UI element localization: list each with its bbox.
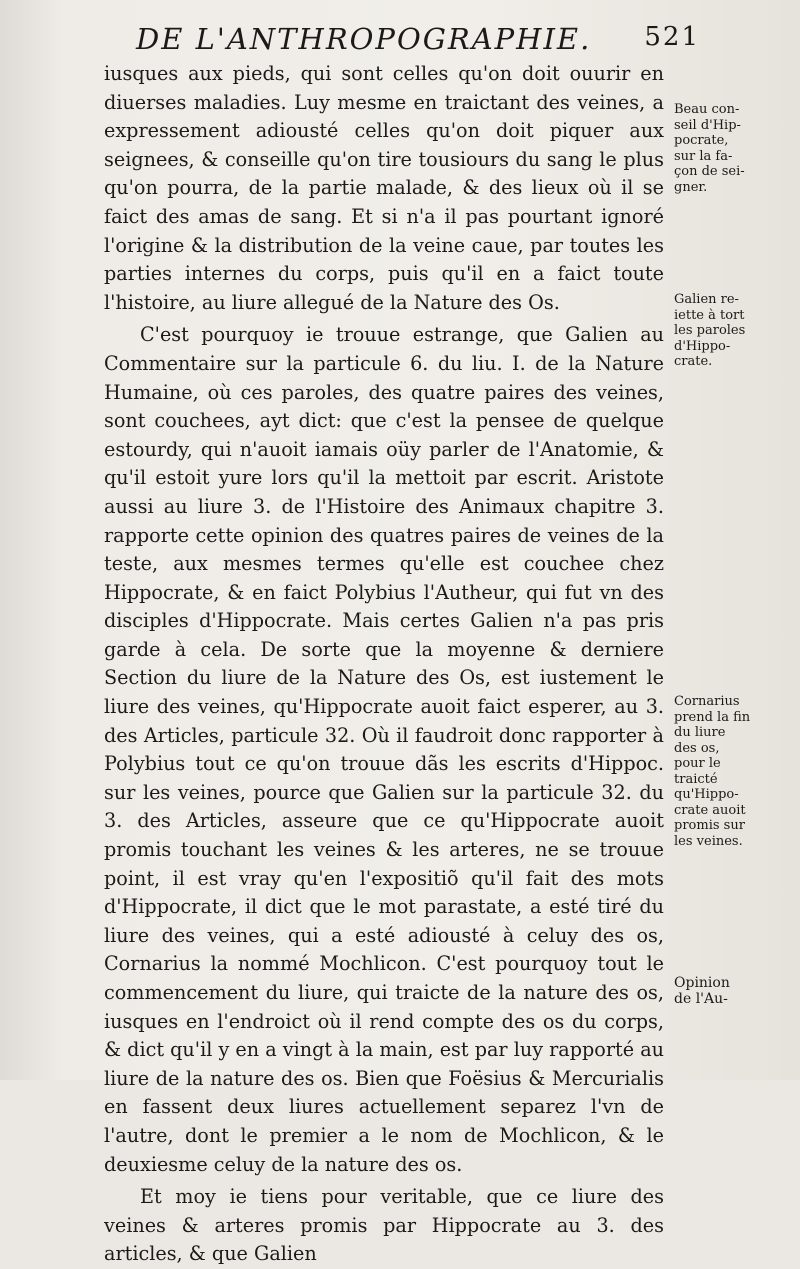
margin-line: Opinion: [674, 975, 730, 991]
margin-line: les veines.: [674, 833, 743, 849]
margin-line: de l'Au-: [674, 990, 728, 1007]
margin-line: crate auoit: [674, 802, 746, 818]
margin-line: des os,: [674, 740, 720, 756]
page-number: 521: [644, 22, 700, 52]
margin-line: promis sur: [674, 818, 745, 833]
margin-line: seil d'Hip-: [674, 117, 741, 133]
margin-line: du liure: [674, 725, 726, 740]
margin-line: gner.: [674, 179, 708, 195]
header-title: DE L'ANTHROPOGRAPHIE.: [136, 22, 592, 56]
margin-note-galien-reiette: [674, 292, 764, 370]
running-header: [136, 22, 700, 56]
margin-line: pocrate,: [674, 133, 729, 148]
margin-note-cornarius: [674, 694, 764, 849]
margin-line: Beau con-: [674, 102, 740, 117]
margin-line: traicté: [674, 771, 718, 787]
margin-line: prend la fin: [674, 709, 751, 725]
margin-line: Galien re-: [674, 292, 739, 307]
margin-line: qu'Hippo-: [674, 787, 739, 802]
margin-line: sur la fa-: [674, 148, 733, 164]
margin-line: iette à tort: [674, 307, 745, 323]
paragraph-3: Et moy ie tiens pour veritable, que ce liure des veines & arteres promis par Hippocrate au 3. des articles, & que Galien: [104, 1185, 664, 1266]
paragraph-2: C'est pourquoy ie trouue estrange, que Galien au Commentaire sur la particule 6. du liu. I. de la Nature Humaine, où ces paroles, des quatre paires des veines, sont couchees, ayt dict: que c'est la pensee de quelque estourdy, qui n'auoit iamais oüy parler de l'Anatomie, & qu'il estoit yure lors qu'il la mettoit par escrit. Aristote aussi au liure 3. de l'Histoire des Animaux chapitre 3. rapporte cette opinion des quatres paires de veines de la teste, aux mesmes termes qu'elle est couchee chez Hippocrate, & en faict Polybius l'Autheur, qui fut vn des disciples d'Hippocrate. Mais certes Galien n'a pas pris garde à cela. De sorte que la moyenne & derniere Section du liure de la Nature des Os, est iustement le liure des veines, qu'Hippocrate auoit faict esperer, au 3. des Articles, particule 32. Où il faudroit donc rapporter à Polybius tout ce qu'on trouue dãs les escrits d'Hippoc. sur les veines, pource que Galien sur la particule 32. du 3. des Articles, asseure que ce qu'Hippocrate auoit promis touchant les veines & les arteres, ne se trouue point, il est vray qu'en l'expositiõ qu'il fait des mots d'Hippocrate, il dict que le mot parastate, a esté tiré du liure des veines, qui a esté adiousté à celuy des os, Cornarius la nommé Mochlicon. C'est pourquoy tout le commencement du liure, qui traicte de la nature des os, iusques en l'endroict où il rend compte des os du corps, & dict qu'il y en a vingt à la main, est par luy rapporté au liure de la nature des os. Bien que Foësius & Mercurialis en fassent deux liures actuellement separez l'vn de l'autre, dont le premier a le nom de Mochlicon, & le deuxiesme celuy de la nature des os.: [104, 323, 664, 1176]
margin-line: les paroles: [674, 323, 746, 338]
margin-line: crate.: [674, 354, 713, 369]
margin-note-opinion: [674, 976, 764, 1007]
margin-note-beau-conseil: [674, 102, 764, 195]
margin-line: Cornarius: [674, 694, 740, 709]
main-text: [104, 60, 664, 1269]
margin-line: pour le: [674, 756, 721, 771]
paragraph-1: iusques aux pieds, qui sont celles qu'on doit ouurir en diuerses maladies. Luy mesme en traictant des veines, a expressement adiousté celles qu'on doit piquer aux seignees, & conseille qu'on tire tousiours du sang le plus qu'on pourra, de la partie malade, & des lieux où il se faict des amas de sang. Et si n'a il pas pourtant ignoré l'origine & la distribution de la veine caue, par toutes les parties internes du corps, puis qu'il en a faict toute l'histoire, au liure allegué de la Nature des Os.: [104, 62, 664, 314]
margin-line: çon de sei-: [674, 164, 745, 179]
margin-line: d'Hippo-: [674, 338, 731, 354]
